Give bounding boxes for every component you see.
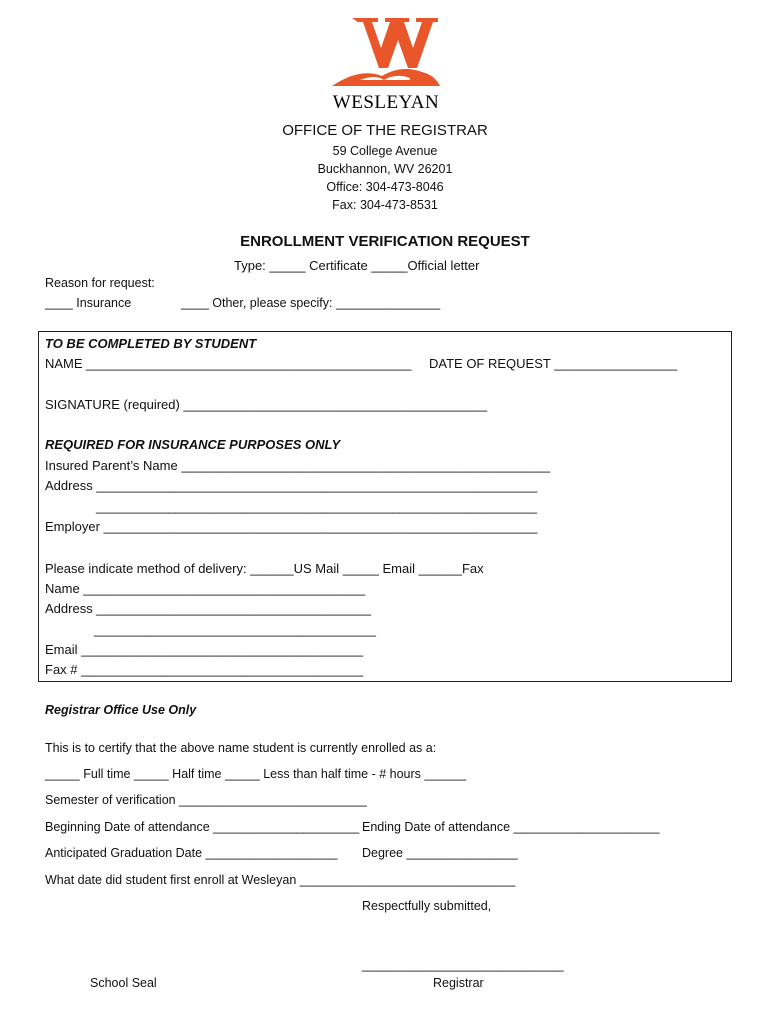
registrar-label: Registrar — [433, 976, 484, 990]
office-title: OFFICE OF THE REGISTRAR — [282, 122, 488, 139]
wesleyan-logo — [330, 14, 442, 112]
wordmark: WESLEYAN — [332, 92, 440, 112]
name-field[interactable]: NAME _____________________________________________ — [45, 356, 412, 371]
reason-label: Reason for request: — [45, 276, 155, 290]
delivery-method-field[interactable]: Please indicate method of delivery: ______US Mail _____ Email ______Fax — [45, 561, 484, 576]
school-seal-label: School Seal — [90, 976, 157, 990]
certify-text: This is to certify that the above name student is currently enrolled as a: — [45, 741, 437, 755]
begin-date-field[interactable]: Beginning Date of attendance _____________________ — [45, 820, 360, 834]
graduation-date-field[interactable]: Anticipated Graduation Date ___________________ — [45, 846, 338, 860]
date-of-request-field[interactable]: DATE OF REQUEST _________________ — [429, 356, 678, 371]
semester-field[interactable]: Semester of verification ___________________________ — [45, 793, 367, 807]
respectfully-text: Respectfully submitted, — [362, 899, 492, 913]
enrollment-status-field[interactable]: _____ Full time _____ Half time _____ Less than half time - # hours ______ — [45, 767, 467, 781]
office-phone: Office: 304-473-8046 — [326, 180, 444, 194]
first-enroll-field[interactable]: What date did student first enroll at Wesleyan _______________________________ — [45, 873, 516, 887]
delivery-name-field[interactable]: Name _______________________________________ — [45, 581, 366, 596]
degree-field[interactable]: Degree ________________ — [362, 846, 518, 860]
parent-name-field[interactable]: Insured Parent’s Name ___________________________________________________ — [45, 458, 551, 473]
delivery-address-cont-field[interactable]: _______________________________________ — [94, 622, 376, 637]
address-field[interactable]: Address _____________________________________________________________ — [45, 478, 538, 493]
end-date-field[interactable]: Ending Date of attendance _____________________ — [362, 820, 660, 834]
delivery-address-field[interactable]: Address ______________________________________ — [45, 601, 372, 616]
email-field[interactable]: Email _______________________________________ — [45, 642, 364, 657]
registrar-heading: Registrar Office Use Only — [45, 703, 197, 717]
registrar-signature-line[interactable]: _____________________________ — [362, 958, 564, 972]
form-title: ENROLLMENT VERIFICATION REQUEST — [240, 233, 530, 250]
hills-mark — [332, 69, 440, 86]
address-cont-field[interactable]: _____________________________________________________________ — [96, 499, 538, 514]
insurance-heading: REQUIRED FOR INSURANCE PURPOSES ONLY — [45, 437, 341, 452]
student-heading: TO BE COMPLETED BY STUDENT — [45, 336, 257, 351]
address-line-1: 59 College Avenue — [332, 144, 438, 158]
type-line[interactable]: Type: _____ Certificate _____Official letter — [234, 258, 480, 273]
reason-other[interactable]: ____ Other, please specify: _______________ — [181, 296, 441, 310]
reason-insurance[interactable]: ____ Insurance — [45, 296, 132, 310]
fax-field[interactable]: Fax # _______________________________________ — [45, 662, 364, 677]
fax-number: Fax: 304-473-8531 — [332, 198, 438, 212]
address-line-2: Buckhannon, WV 26201 — [317, 162, 453, 176]
employer-field[interactable]: Employer ____________________________________________________________ — [45, 519, 538, 534]
w-mark — [352, 18, 438, 68]
signature-field[interactable]: SIGNATURE (required) __________________________________________ — [45, 397, 488, 412]
